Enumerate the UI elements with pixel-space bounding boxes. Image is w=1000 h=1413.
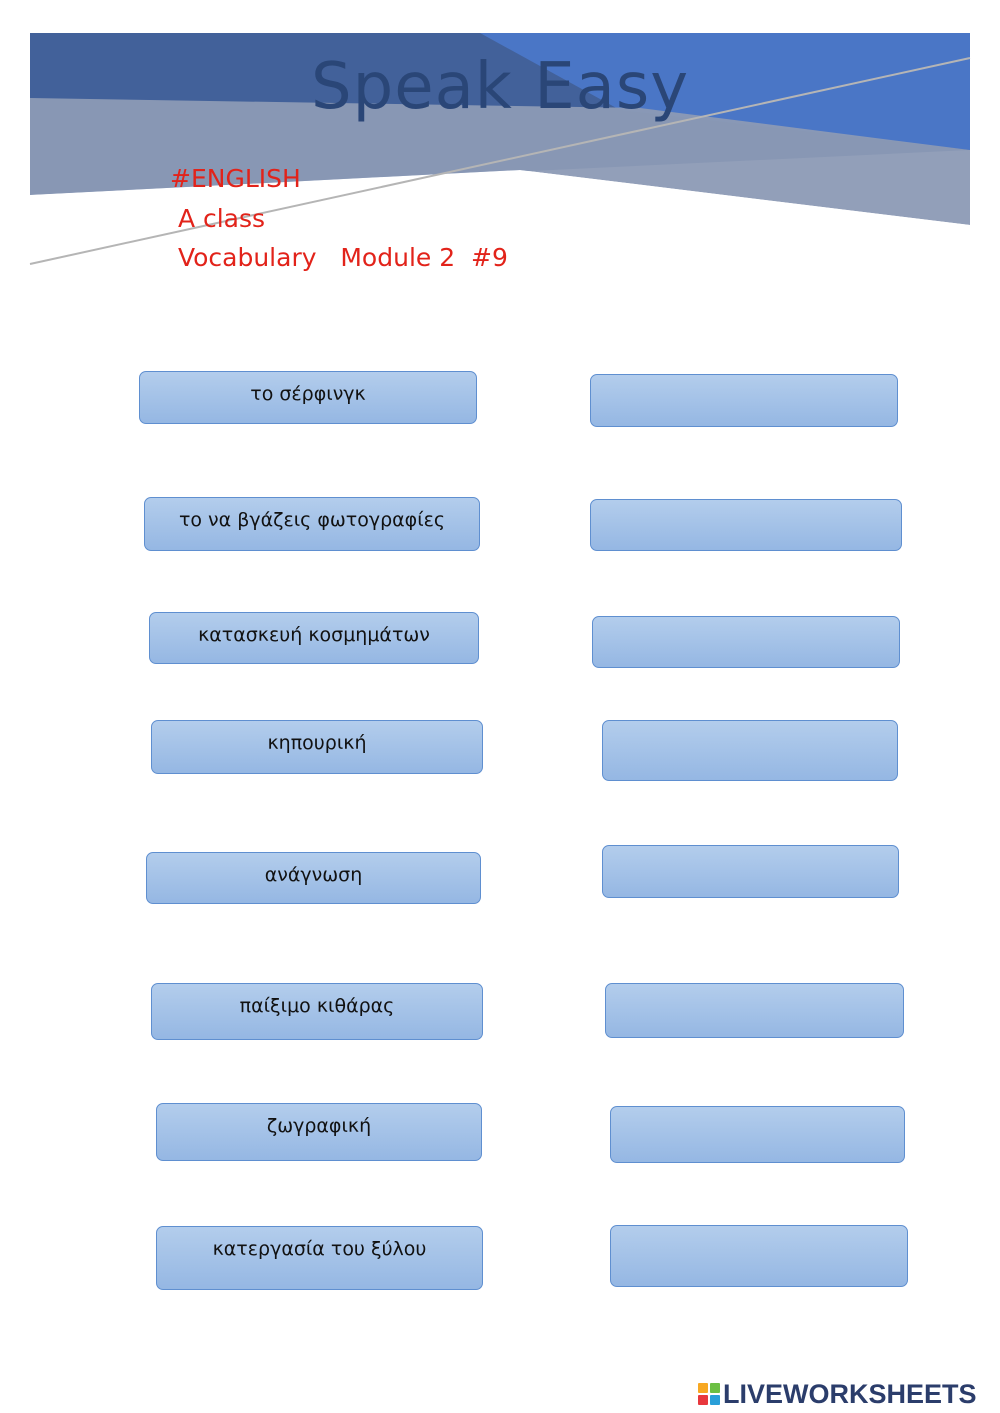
answer-box[interactable] (605, 983, 904, 1038)
answer-box[interactable] (590, 374, 898, 427)
answer-box[interactable] (610, 1106, 905, 1163)
header-banner (0, 0, 1000, 280)
word-box: ζωγραφική (156, 1103, 482, 1161)
word-box: το να βγάζεις φωτογραφίες (144, 497, 480, 551)
subtitle-module: Vocabulary Module 2 #9 (170, 243, 508, 272)
word-box: παίξιμο κιθάρας (151, 983, 483, 1040)
logo-blocks-icon (698, 1383, 720, 1405)
word-box: κηπουρική (151, 720, 483, 774)
subtitle-class: A class (170, 204, 266, 233)
logo-text: LIVEWORKSHEETS (723, 1378, 977, 1409)
answer-box[interactable] (602, 720, 898, 781)
word-box: κατεργασία του ξύλου (156, 1226, 483, 1290)
answer-box[interactable] (602, 845, 899, 898)
page-title: Speak Easy (310, 50, 690, 124)
answer-box[interactable] (590, 499, 902, 551)
liveworksheets-logo (698, 1376, 977, 1412)
word-box: ανάγνωση (146, 852, 481, 904)
answer-box[interactable] (610, 1225, 908, 1287)
word-box: το σέρφινγκ (139, 371, 477, 424)
subtitle-subject: #ENGLISH (170, 164, 301, 193)
word-box: κατασκευή κοσμημάτων (149, 612, 479, 664)
answer-box[interactable] (592, 616, 900, 668)
